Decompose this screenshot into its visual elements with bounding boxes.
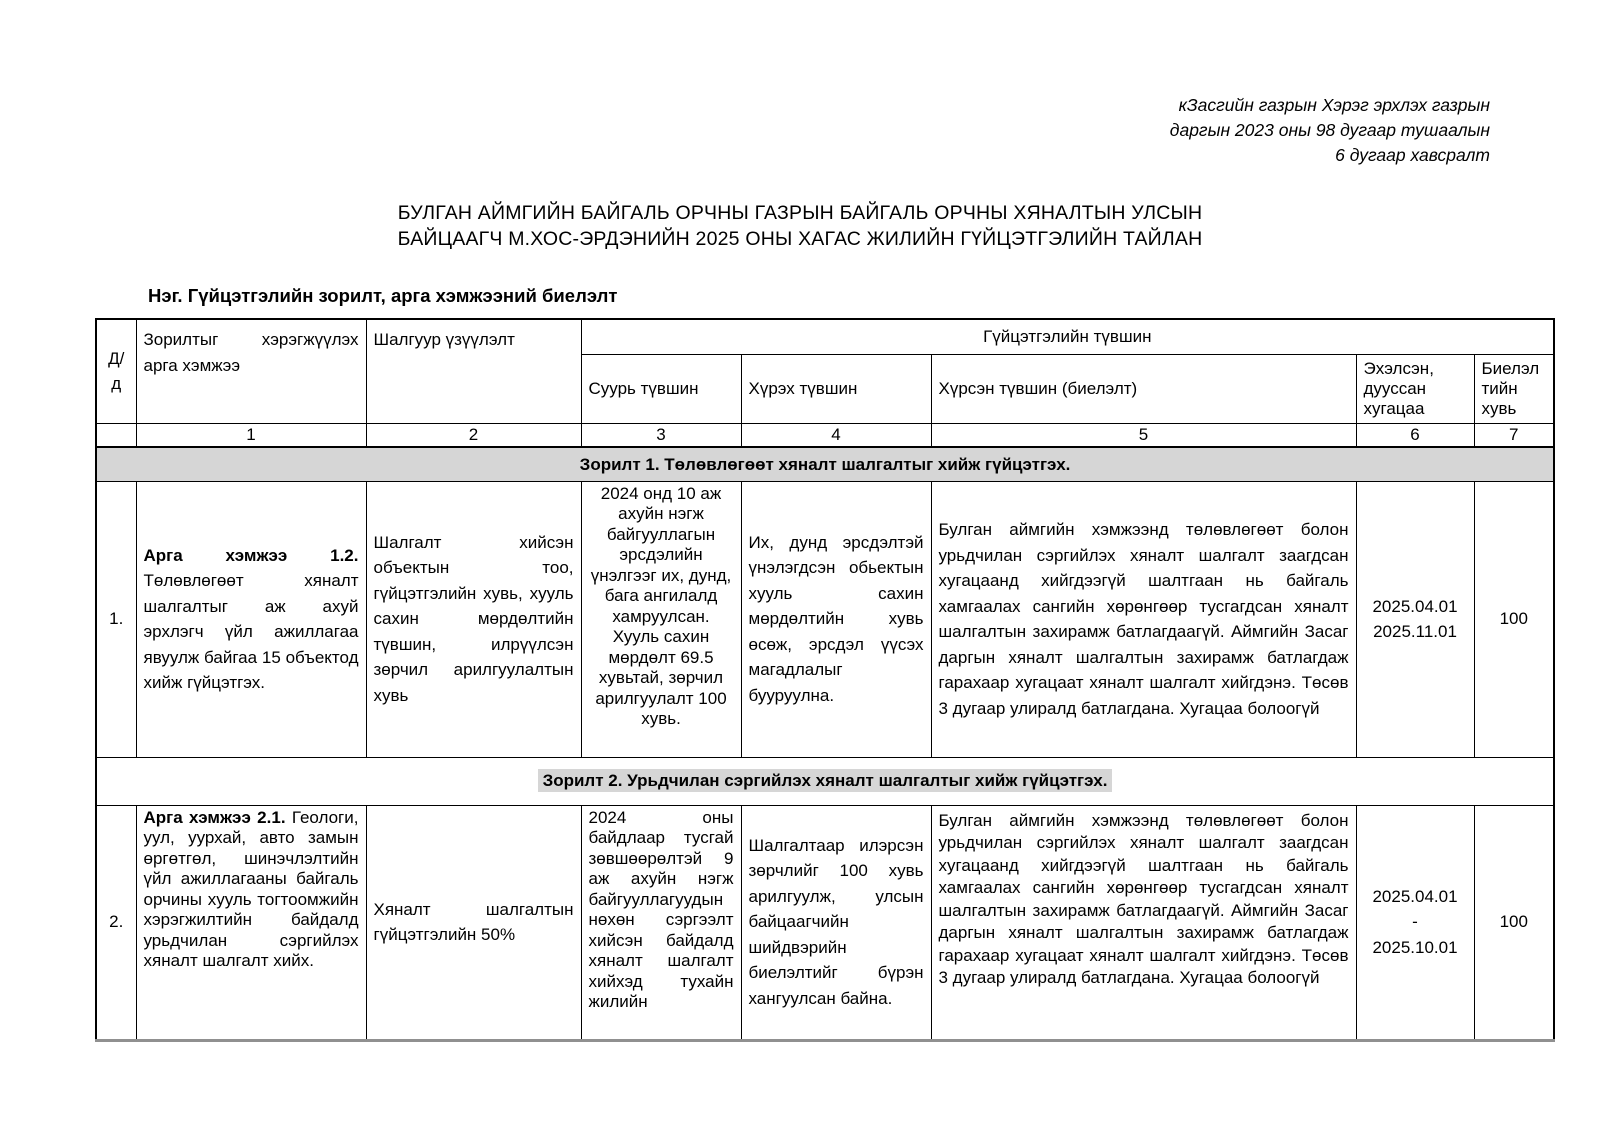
colnum-6: 6 [1356,423,1474,447]
row-1-measure-lead: Арга хэмжээ 1.2. [143,545,359,565]
header-measure: Зорилтыг хэрэгжүүлэх арга хэмжээ [136,319,366,423]
colnum-dd [96,423,136,447]
goal-2-banner-row [96,757,1554,805]
header-criteria: Шалгуур үзүүлэлт [366,319,581,423]
row-2-period [1356,805,1474,1040]
corner-note [1170,93,1490,168]
row-2-measure-body: Геологи, уул, уурхай, авто замын өргөтгөл, шинэчлэлтийн үйл ажиллагааны байгаль орчины хууль тогтоомжийн хэрэгжилтийн байдалд урьдчилан сэргийлэх хяналт шалгалт хийх. [143,807,359,970]
colnum-5: 5 [931,423,1356,447]
table-row-2 [96,805,1554,1040]
row-2-number: 2. [96,805,136,1040]
row-2-measure-lead: Арга хэмжээ 2.1. [143,807,286,827]
row-2-target: Шалгалтаар илэрсэн зөрчлийг 100 хувь арилгуулж, улсын байцаагчийн шийдвэрийн биелэлтийг бүрэн хангуулсан байна. [741,805,931,1040]
header-row-group [96,319,1554,354]
colnum-2: 2 [366,423,581,447]
goal-2-banner-text: Зорилт 2. Урьдчилан сэргийлэх хяналт шалгалтыг хийж гүйцэтгэх. [538,769,1113,792]
colnum-4: 4 [741,423,931,447]
row-1-base: 2024 онд 10 аж ахуйн нэгж байгууллагын эрсдэлийн үнэлгээг их, дунд, бага ангилалд хамруулсан. Хууль сахин мөрдөлт 69.5 хувьтай, зөрчил арилгуулалт 100 хувь. [581,481,741,757]
goal-2-banner [96,757,1554,805]
table-row-1 [96,481,1554,757]
row-1-target: Их, дунд эрсдэлтэй үнэлэгдсэн обьектын хууль сахин мөрдөлтийн хувь өсөж, эрсдэл үүсэх магадлалыг бууруулна. [741,481,931,757]
row-2-period-dash: - [1412,912,1418,932]
performance-table [95,318,1555,1042]
header-base-level: Суурь түвшин [581,354,741,423]
header-dd: Д/д [96,319,136,423]
row-1-measure [136,481,366,757]
colnum-7: 7 [1474,423,1554,447]
row-1-number: 1. [96,481,136,757]
row-1-period [1356,481,1474,757]
document-title [0,200,1600,252]
corner-note-line-2: даргын 2023 оны 98 дугаар тушаалын [1169,120,1490,140]
row-2-achieved: Булган аймгийн хэмжээнд төлөвлөгөөт болон урьдчилан сэргийлэх хяналт шалгалт заагдсан хугацаанд хийгдээгүй шалтгаан нь байгаль хамгаалах сангийн хөрөнгөөр тусгагдсан хяналт шалгалтын захирамж батлагдаагүй. Аймгийн Засаг даргын хяналт шалгалтын захирамж батлагдаж гарахаар хугацаат хяналт шалгалт хийгдэнэ. Төсөв 3 дугаар улиралд батлагдана. Хугацаа болоогүй [931,805,1356,1040]
row-2-measure [136,805,366,1040]
goal-1-banner-row [96,447,1554,481]
row-2-criteria: Хяналт шалгалтын гүйцэтгэлийн 50% [366,805,581,1040]
row-1-percent: 100 [1474,481,1554,757]
row-2-period-start: 2025.04.01 [1372,886,1458,906]
row-1-period-start: 2025.04.01 [1372,596,1458,616]
row-2-period-end: 2025.10.01 [1372,937,1458,957]
row-2-base: 2024 оны байдлаар тусгай зөвшөөрөлтэй 9 аж ахуйн нэгж байгууллагуудын нөхөн сэргээлт хийсэн байдалд хяналт шалгалт хийхэд тухайн жилийн [581,805,741,1040]
colnum-1: 1 [136,423,366,447]
header-achieved-level: Хүрсэн түвшин (биелэлт) [931,354,1356,423]
document-title-line-1: БУЛГАН АЙМГИЙН БАЙГАЛЬ ОРЧНЫ ГАЗРЫН БАЙГАЛЬ ОРЧНЫ ХЯНАЛТЫН УЛСЫН [397,202,1203,224]
header-period: Эхэлсэн, дууссан хугацаа [1356,354,1474,423]
column-number-row [96,423,1554,447]
row-1-measure-body: Төлөвлөгөөт хяналт шалгалтыг аж ахуй эрхлэгч үйл ажиллагаа явуулж байгаа 15 объектод хийж гүйцэтгэх. [143,571,359,692]
section-heading: Нэг. Гүйцэтгэлийн зорилт, арга хэмжээний биелэлт [148,285,618,306]
header-target-level: Хүрэх түвшин [741,354,931,423]
row-1-achieved: Булган аймгийн хэмжээнд төлөвлөгөөт болон урьдчилан сэргийлэх хяналт шалгалт заагдсан хугацаанд хийгдээгүй шалтгаан нь байгаль хамгаалах сангийн хөрөнгөөр тусгагдсан хяналт шалгалтын захирамж батлагдаагүй. Аймгийн Засаг даргын хяналт шалгалтын захирамж батлагдаж гарахаар хугацаат хяналт шалгалт хийгдэнэ. Төсөв 3 дугаар улиралд батлагдана. Хугацаа болоогүй [931,481,1356,757]
goal-1-banner: Зорилт 1. Төлөвлөгөөт хяналт шалгалтыг хийж гүйцэтгэх. [96,447,1554,481]
document-title-line-2: БАЙЦААГЧ М.ХОС-ЭРДЭНИЙН 2025 ОНЫ ХАГАС ЖИЛИЙН ГҮЙЦЭТГЭЛИЙН ТАЙЛАН [397,228,1203,250]
row-1-period-end: 2025.11.01 [1373,622,1457,641]
colnum-3: 3 [581,423,741,447]
corner-note-line-3: 6 дугаар хавсралт [1335,145,1490,165]
header-performance-group: Гүйцэтгэлийн түвшин [581,319,1554,354]
row-1-criteria: Шалгалт хийсэн объектын тоо, гүйцэтгэлийн хувь, хууль сахин мөрдөлтийн түвшин, илрүүлсэн зөрчил арилгуулалтын хувь [366,481,581,757]
row-2-percent: 100 [1474,805,1554,1040]
header-percent: Биелэлтийн хувь [1474,354,1554,423]
corner-note-line-1: кЗасгийн газрын Хэрэг эрхлэх газрын [1178,95,1490,115]
